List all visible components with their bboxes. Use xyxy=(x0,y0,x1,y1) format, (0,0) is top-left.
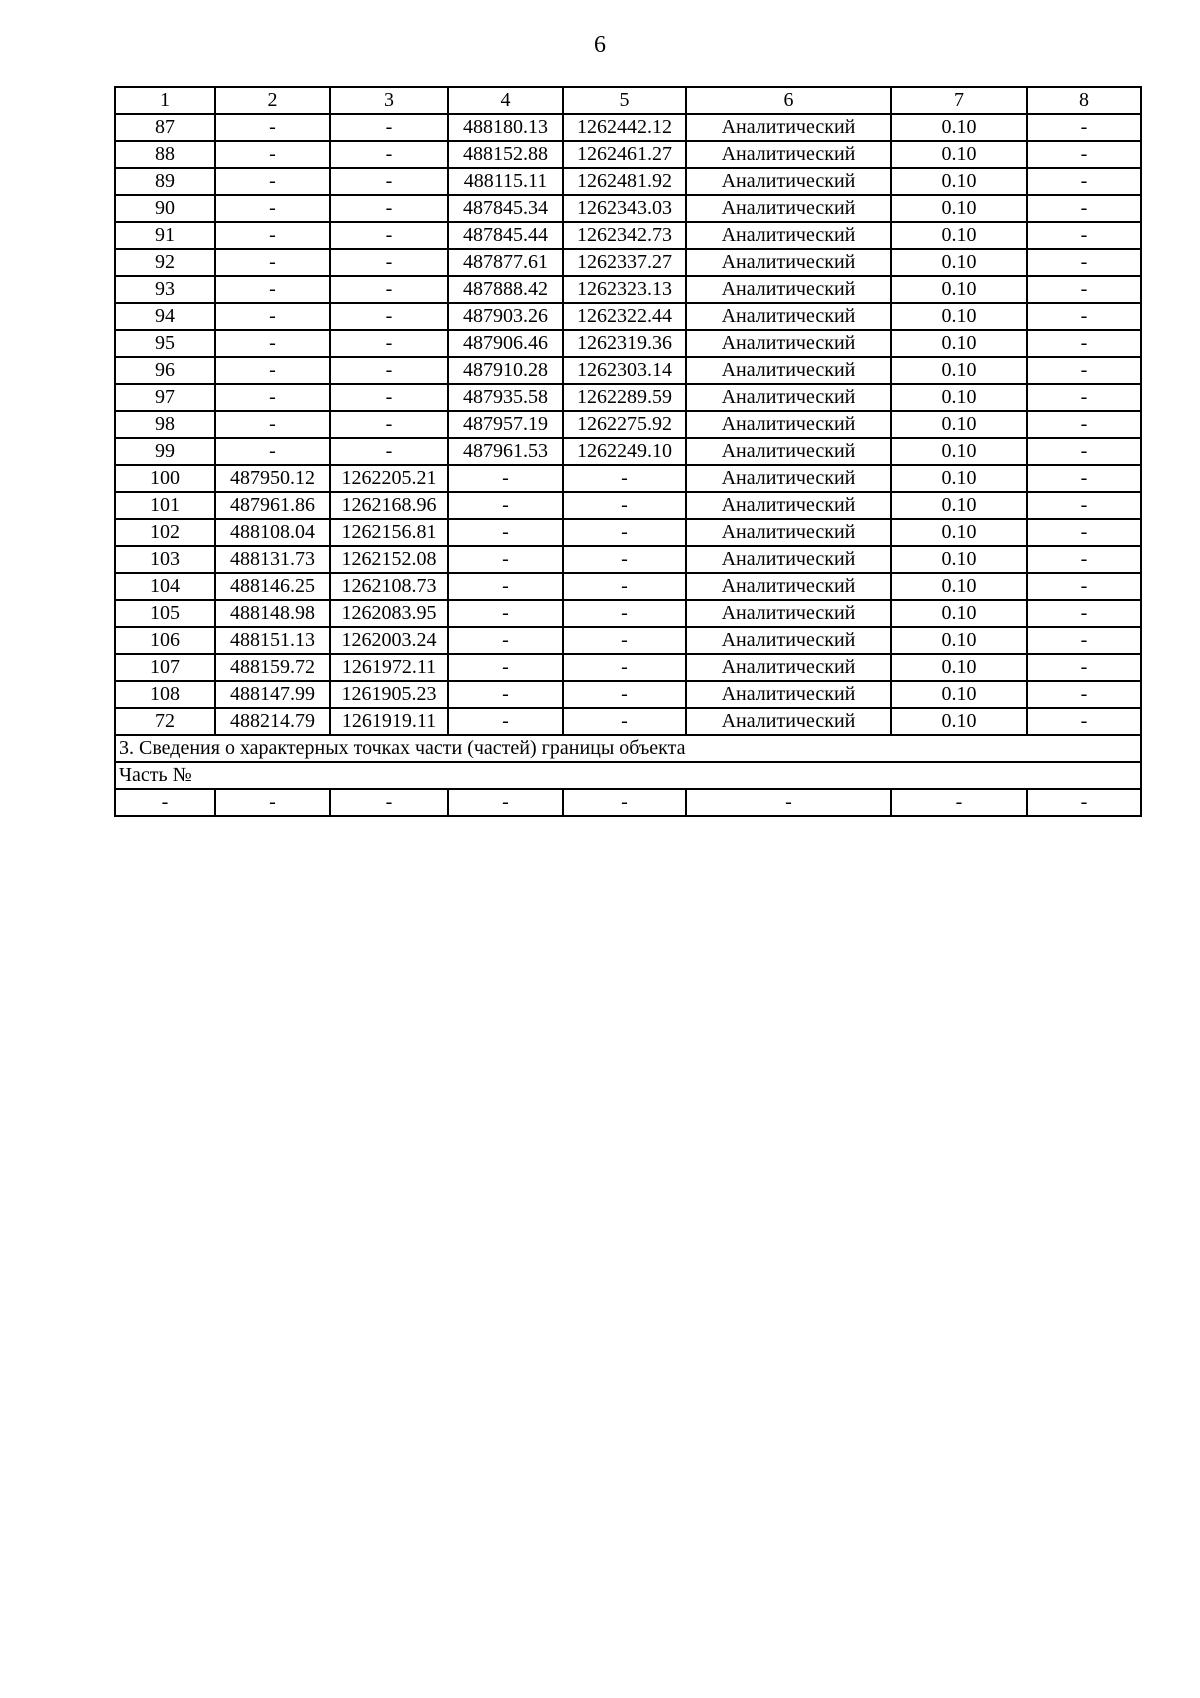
table-cell: 0.10 xyxy=(891,438,1027,465)
table-row xyxy=(115,141,1141,168)
table-cell: - xyxy=(1027,789,1141,816)
header-cell: 3 xyxy=(330,87,448,114)
table-cell: 1261905.23 xyxy=(330,681,448,708)
table-cell: - xyxy=(215,384,330,411)
table-cell: Аналитический xyxy=(686,357,891,384)
table-cell: 1262168.96 xyxy=(330,492,448,519)
table-cell: - xyxy=(330,411,448,438)
table-cell: - xyxy=(330,168,448,195)
table-cell: - xyxy=(1027,222,1141,249)
table-cell: 0.10 xyxy=(891,303,1027,330)
table-cell: 91 xyxy=(115,222,215,249)
table-row xyxy=(115,681,1141,708)
table-cell: - xyxy=(1027,195,1141,222)
table-row xyxy=(115,438,1141,465)
table-cell: - xyxy=(1027,573,1141,600)
table-row xyxy=(115,573,1141,600)
table-cell: - xyxy=(448,789,563,816)
table-cell: 0.10 xyxy=(891,573,1027,600)
table-cell: - xyxy=(215,276,330,303)
table-cell: - xyxy=(563,708,686,735)
table-cell: 488146.25 xyxy=(215,573,330,600)
table-cell: 108 xyxy=(115,681,215,708)
table-row xyxy=(115,276,1141,303)
table-row xyxy=(115,195,1141,222)
empty-row xyxy=(115,789,1141,816)
table-cell: 1262323.13 xyxy=(563,276,686,303)
table-cell: 487845.34 xyxy=(448,195,563,222)
section-title-row xyxy=(115,735,1141,762)
table-row xyxy=(115,546,1141,573)
table-cell: 99 xyxy=(115,438,215,465)
table-row xyxy=(115,249,1141,276)
table-cell: - xyxy=(1027,465,1141,492)
table-cell: 487961.53 xyxy=(448,438,563,465)
table-cell: - xyxy=(448,600,563,627)
table-cell: Аналитический xyxy=(686,141,891,168)
table-row xyxy=(115,303,1141,330)
table-cell: - xyxy=(1027,546,1141,573)
table-cell: Аналитический xyxy=(686,222,891,249)
table-cell: Аналитический xyxy=(686,654,891,681)
table-cell: 0.10 xyxy=(891,330,1027,357)
table-cell: - xyxy=(1027,411,1141,438)
table-cell: - xyxy=(215,357,330,384)
table-cell: - xyxy=(448,708,563,735)
table-cell: - xyxy=(448,573,563,600)
table-cell: 1261972.11 xyxy=(330,654,448,681)
table-cell: 107 xyxy=(115,654,215,681)
table-cell: - xyxy=(891,789,1027,816)
table-cell: Аналитический xyxy=(686,573,891,600)
table-row xyxy=(115,708,1141,735)
table-cell: 1262249.10 xyxy=(563,438,686,465)
table-cell: 106 xyxy=(115,627,215,654)
table-cell: 0.10 xyxy=(891,627,1027,654)
table-cell: 488108.04 xyxy=(215,519,330,546)
table-cell: - xyxy=(330,141,448,168)
table-cell: - xyxy=(1027,168,1141,195)
table-cell: - xyxy=(1027,654,1141,681)
part-label: Часть № xyxy=(115,762,1141,789)
table-cell: - xyxy=(563,465,686,492)
page-number: 6 xyxy=(594,32,606,58)
table-cell: 1262303.14 xyxy=(563,357,686,384)
table-cell: 0.10 xyxy=(891,546,1027,573)
table-cell: - xyxy=(215,249,330,276)
table-cell: 0.10 xyxy=(891,249,1027,276)
table-cell: 488151.13 xyxy=(215,627,330,654)
table-cell: 0.10 xyxy=(891,681,1027,708)
table-row xyxy=(115,222,1141,249)
table-cell: 488180.13 xyxy=(448,114,563,141)
table-cell: 487957.19 xyxy=(448,411,563,438)
table-cell: - xyxy=(563,492,686,519)
table-cell: 1262289.59 xyxy=(563,384,686,411)
table-cell: 1262083.95 xyxy=(330,600,448,627)
table-cell: - xyxy=(330,438,448,465)
table-cell: 1262205.21 xyxy=(330,465,448,492)
table-cell: Аналитический xyxy=(686,168,891,195)
table-cell: - xyxy=(563,681,686,708)
table-cell: 1262343.03 xyxy=(563,195,686,222)
table-cell: 1262319.36 xyxy=(563,330,686,357)
table-cell: - xyxy=(1027,708,1141,735)
table-cell: 488214.79 xyxy=(215,708,330,735)
table-cell: 0.10 xyxy=(891,465,1027,492)
table-cell: 0.10 xyxy=(891,519,1027,546)
table-cell: 98 xyxy=(115,411,215,438)
table-cell: 487906.46 xyxy=(448,330,563,357)
table-cell: - xyxy=(563,654,686,681)
table-cell: 93 xyxy=(115,276,215,303)
table-cell: 104 xyxy=(115,573,215,600)
table-cell: 487950.12 xyxy=(215,465,330,492)
table-cell: - xyxy=(1027,681,1141,708)
table-cell: - xyxy=(330,114,448,141)
table-cell: 0.10 xyxy=(891,141,1027,168)
table-cell: 1262275.92 xyxy=(563,411,686,438)
table-cell: 1262108.73 xyxy=(330,573,448,600)
table-cell: 95 xyxy=(115,330,215,357)
table-cell: - xyxy=(215,411,330,438)
table-cell: - xyxy=(215,789,330,816)
table-row xyxy=(115,519,1141,546)
table-cell: Аналитический xyxy=(686,276,891,303)
table-cell: - xyxy=(115,789,215,816)
table-cell: - xyxy=(215,303,330,330)
table-cell: 90 xyxy=(115,195,215,222)
table-row xyxy=(115,384,1141,411)
table-cell: - xyxy=(1027,330,1141,357)
table-cell: - xyxy=(1027,357,1141,384)
table-cell: 488148.98 xyxy=(215,600,330,627)
table-body xyxy=(115,87,1141,816)
table-row xyxy=(115,411,1141,438)
header-row xyxy=(115,87,1141,114)
table-cell: - xyxy=(563,573,686,600)
table-row xyxy=(115,114,1141,141)
table-cell: 100 xyxy=(115,465,215,492)
header-cell: 2 xyxy=(215,87,330,114)
table-cell: 1262342.73 xyxy=(563,222,686,249)
table-cell: - xyxy=(448,627,563,654)
table-row xyxy=(115,168,1141,195)
coordinates-table xyxy=(114,86,1142,817)
table-cell: Аналитический xyxy=(686,708,891,735)
table-cell: - xyxy=(1027,249,1141,276)
table-cell: 0.10 xyxy=(891,708,1027,735)
table-cell: 0.10 xyxy=(891,357,1027,384)
table-cell: Аналитический xyxy=(686,411,891,438)
table-cell: 89 xyxy=(115,168,215,195)
table-cell: - xyxy=(448,519,563,546)
table-cell: - xyxy=(1027,600,1141,627)
table-cell: 96 xyxy=(115,357,215,384)
table-cell: 0.10 xyxy=(891,384,1027,411)
table-cell: 87 xyxy=(115,114,215,141)
table-cell: - xyxy=(563,600,686,627)
table-cell: 1262337.27 xyxy=(563,249,686,276)
table-cell: 103 xyxy=(115,546,215,573)
table-cell: - xyxy=(563,519,686,546)
header-cell: 8 xyxy=(1027,87,1141,114)
table-cell: 1262322.44 xyxy=(563,303,686,330)
table-cell: - xyxy=(448,681,563,708)
table-cell: - xyxy=(686,789,891,816)
table-cell: Аналитический xyxy=(686,249,891,276)
table-cell: 1261919.11 xyxy=(330,708,448,735)
table-cell: 72 xyxy=(115,708,215,735)
table-row xyxy=(115,357,1141,384)
table-cell: - xyxy=(330,276,448,303)
table-cell: Аналитический xyxy=(686,627,891,654)
table-cell: - xyxy=(215,195,330,222)
table-cell: 0.10 xyxy=(891,222,1027,249)
table-cell: 97 xyxy=(115,384,215,411)
table-cell: Аналитический xyxy=(686,600,891,627)
table-cell: - xyxy=(563,789,686,816)
table-cell: - xyxy=(330,303,448,330)
header-cell: 6 xyxy=(686,87,891,114)
table-cell: - xyxy=(1027,114,1141,141)
table-cell: 0.10 xyxy=(891,195,1027,222)
table-cell: - xyxy=(215,141,330,168)
table-cell: - xyxy=(1027,303,1141,330)
table-cell: Аналитический xyxy=(686,681,891,708)
table-cell: 0.10 xyxy=(891,411,1027,438)
table-cell: 487845.44 xyxy=(448,222,563,249)
table-cell: - xyxy=(330,195,448,222)
table-row xyxy=(115,654,1141,681)
header-cell: 7 xyxy=(891,87,1027,114)
table-cell: - xyxy=(1027,519,1141,546)
header-cell: 1 xyxy=(115,87,215,114)
header-cell: 4 xyxy=(448,87,563,114)
table-cell: 0.10 xyxy=(891,276,1027,303)
table-cell: - xyxy=(1027,384,1141,411)
table-cell: - xyxy=(448,492,563,519)
table-cell: Аналитический xyxy=(686,438,891,465)
table-cell: 1262461.27 xyxy=(563,141,686,168)
table-cell: 0.10 xyxy=(891,114,1027,141)
table-cell: 1262152.08 xyxy=(330,546,448,573)
table-cell: 0.10 xyxy=(891,492,1027,519)
table-cell: - xyxy=(1027,141,1141,168)
table-cell: 487935.58 xyxy=(448,384,563,411)
table-row xyxy=(115,492,1141,519)
table-cell: - xyxy=(330,357,448,384)
table-cell: - xyxy=(1027,438,1141,465)
table-cell: - xyxy=(1027,492,1141,519)
table-cell: - xyxy=(1027,276,1141,303)
table-cell: 94 xyxy=(115,303,215,330)
table-cell: - xyxy=(330,789,448,816)
table-cell: 488159.72 xyxy=(215,654,330,681)
table-row xyxy=(115,600,1141,627)
table-cell: 487888.42 xyxy=(448,276,563,303)
table-cell: 488115.11 xyxy=(448,168,563,195)
table-cell: - xyxy=(563,627,686,654)
table-cell: Аналитический xyxy=(686,546,891,573)
table-cell: 1262156.81 xyxy=(330,519,448,546)
table-cell: 1262003.24 xyxy=(330,627,448,654)
part-label-row xyxy=(115,762,1141,789)
table-cell: 488147.99 xyxy=(215,681,330,708)
table-cell: 1262481.92 xyxy=(563,168,686,195)
table-cell: 487903.26 xyxy=(448,303,563,330)
table-cell: - xyxy=(215,438,330,465)
table-cell: 488152.88 xyxy=(448,141,563,168)
table-cell: - xyxy=(448,465,563,492)
table-cell: 0.10 xyxy=(891,654,1027,681)
table-cell: 105 xyxy=(115,600,215,627)
table-cell: 1262442.12 xyxy=(563,114,686,141)
table-cell: - xyxy=(330,222,448,249)
table-cell: 488131.73 xyxy=(215,546,330,573)
table-cell: 487877.61 xyxy=(448,249,563,276)
table-cell: - xyxy=(215,114,330,141)
table-cell: - xyxy=(330,249,448,276)
table-cell: - xyxy=(330,330,448,357)
table-cell: Аналитический xyxy=(686,519,891,546)
table-cell: 92 xyxy=(115,249,215,276)
table-cell: Аналитический xyxy=(686,384,891,411)
table-cell: 487961.86 xyxy=(215,492,330,519)
table-cell: - xyxy=(330,384,448,411)
table-cell: Аналитический xyxy=(686,465,891,492)
table-cell: - xyxy=(563,546,686,573)
table-cell: 0.10 xyxy=(891,600,1027,627)
table-cell: 487910.28 xyxy=(448,357,563,384)
table-row xyxy=(115,330,1141,357)
table-cell: Аналитический xyxy=(686,492,891,519)
table-cell: - xyxy=(448,654,563,681)
table-cell: Аналитический xyxy=(686,114,891,141)
table-cell: Аналитический xyxy=(686,303,891,330)
table-cell: 101 xyxy=(115,492,215,519)
table-cell: 102 xyxy=(115,519,215,546)
table-cell: - xyxy=(215,222,330,249)
table-cell: 88 xyxy=(115,141,215,168)
table-cell: Аналитический xyxy=(686,330,891,357)
table-cell: - xyxy=(215,168,330,195)
table-cell: - xyxy=(215,330,330,357)
table-cell: 0.10 xyxy=(891,168,1027,195)
table-cell: - xyxy=(1027,627,1141,654)
section-title: 3. Сведения о характерных точках части (частей) границы объекта xyxy=(115,735,1141,762)
header-cell: 5 xyxy=(563,87,686,114)
table-row xyxy=(115,627,1141,654)
table-row xyxy=(115,465,1141,492)
table-cell: Аналитический xyxy=(686,195,891,222)
table-cell: - xyxy=(448,546,563,573)
